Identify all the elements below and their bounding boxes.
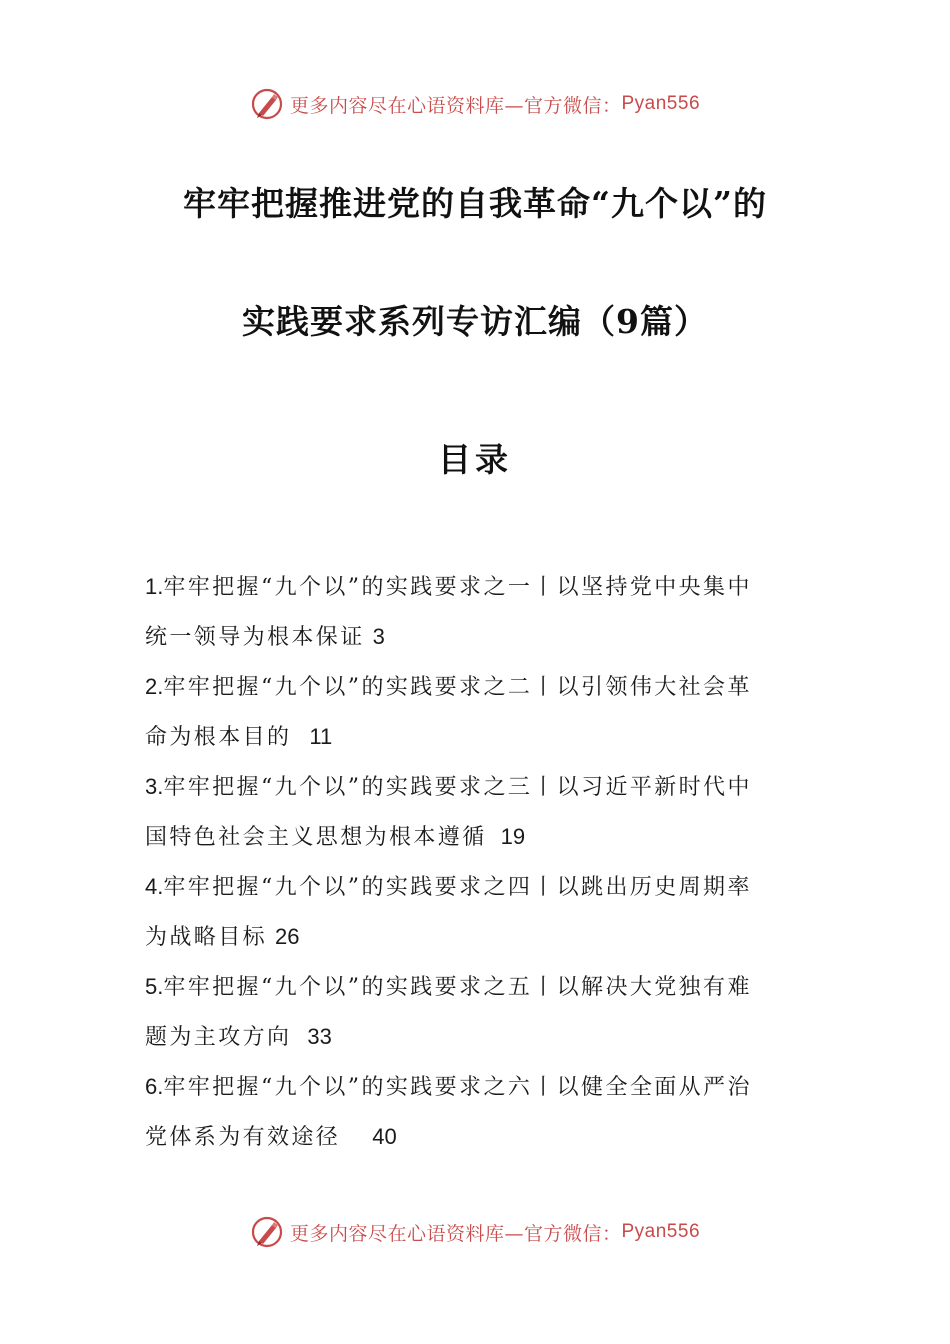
toc-entry-line-2 — [145, 612, 810, 662]
toc-entry-line-1 — [145, 662, 810, 712]
toc-entry-4[interactable] — [145, 862, 810, 962]
toc-entry-title-cont: 国特色社会主义思想为根本遵循 — [145, 825, 487, 850]
toc-entry-line-2 — [145, 1112, 810, 1162]
footer-watermark-banner — [0, 1210, 950, 1254]
toc-entry-6[interactable] — [145, 1062, 810, 1162]
toc-entry-title-cont: 命为根本目的 — [145, 725, 292, 750]
toc-page-number: 11 — [309, 724, 333, 749]
toc-page-number: 19 — [500, 824, 526, 849]
toc-entry-title: 牢牢把握“九个以”的实践要求之六丨以健全全面从严治 — [163, 1075, 752, 1100]
toc-entry-line-1 — [145, 1062, 810, 1112]
document-title-line-2: 实践要求系列专访汇编（9篇） — [242, 302, 708, 341]
toc-entry-number: 2. — [145, 674, 164, 699]
toc-entry-1[interactable] — [145, 562, 810, 662]
toc-page-number: 40 — [372, 1124, 397, 1149]
banner-wechat-id: Pyan556 — [621, 93, 701, 114]
toc-entry-line-2 — [145, 1012, 810, 1062]
toc-entry-line-1 — [145, 862, 810, 912]
toc-entry-number: 5. — [145, 974, 164, 999]
toc-page-number: 3 — [372, 624, 385, 649]
toc-entry-title: 牢牢把握“九个以”的实践要求之二丨以引领伟大社会革 — [163, 675, 752, 700]
toc-entry-line-2 — [145, 912, 810, 962]
toc-entry-title-cont: 党体系为有效途径 — [145, 1125, 341, 1150]
toc-entry-number: 3. — [145, 774, 164, 799]
toc-entry-title-cont: 统一领导为根本保证 — [145, 625, 365, 650]
banner-text: 更多内容尽在心语资料库—官方微信： — [289, 1222, 622, 1245]
header-watermark-banner — [0, 82, 950, 126]
banner-text: 更多内容尽在心语资料库—官方微信： — [289, 94, 622, 117]
toc-entry-3[interactable] — [145, 762, 810, 862]
toc-entry-2[interactable] — [145, 662, 810, 762]
toc-entry-number: 4. — [145, 874, 164, 899]
toc-entry-5[interactable] — [145, 962, 810, 1062]
toc-entry-title: 牢牢把握“九个以”的实践要求之三丨以习近平新时代中 — [163, 775, 752, 800]
table-of-contents — [145, 562, 810, 1162]
toc-entry-line-2 — [145, 712, 810, 762]
toc-entry-line-2 — [145, 812, 810, 862]
toc-entry-line-1 — [145, 962, 810, 1012]
toc-entry-title-cont: 题为主攻方向 — [145, 1025, 292, 1050]
toc-page-number: 26 — [275, 924, 300, 949]
toc-entry-line-1 — [145, 762, 810, 812]
document-title-line-1: 牢牢把握推进党的自我革命“九个以”的 — [183, 184, 767, 223]
toc-entry-number: 6. — [145, 1074, 164, 1099]
toc-entry-title: 牢牢把握“九个以”的实践要求之五丨以解决大党独有难 — [163, 975, 752, 1000]
toc-entry-title-cont: 为战略目标 — [145, 925, 268, 950]
toc-heading: 目录 — [438, 440, 512, 479]
toc-entry-number: 1. — [145, 574, 164, 599]
pen-logo-icon — [250, 87, 284, 121]
banner-wechat-id: Pyan556 — [621, 1221, 701, 1242]
toc-entry-line-1 — [145, 562, 810, 612]
toc-page-number: 33 — [307, 1024, 332, 1049]
toc-entry-title: 牢牢把握“九个以”的实践要求之四丨以跳出历史周期率 — [163, 875, 752, 900]
toc-entry-title: 牢牢把握“九个以”的实践要求之一丨以坚持党中央集中 — [163, 575, 752, 600]
pen-logo-icon — [250, 1215, 284, 1249]
